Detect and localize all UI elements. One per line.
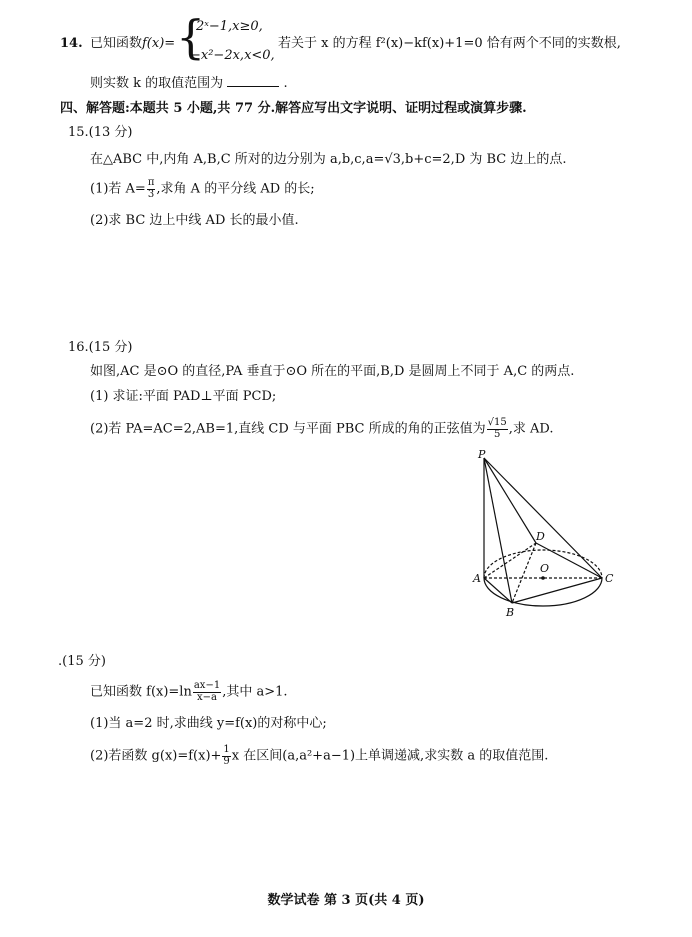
q17-stem-post: ,其中 a>1. — [222, 684, 288, 700]
q17-stem-den: x−a — [197, 691, 217, 703]
q14-number: 14. — [60, 36, 83, 51]
edge-AD — [484, 543, 536, 578]
q16-p2-fraction — [487, 418, 508, 440]
q17-p2-den: 9 — [223, 755, 230, 767]
q17-part2 — [90, 745, 548, 767]
label-A: A — [473, 572, 481, 585]
q17-stem-num: ax−1 — [193, 680, 221, 691]
q17-stem-pre: 已知函数 f(x)=ln — [90, 684, 192, 700]
q16-header: 16.(15 分) — [68, 340, 133, 355]
label-P: P — [478, 448, 486, 461]
label-O: O — [540, 562, 550, 575]
q16-p2-post: ,求 AD. — [508, 421, 554, 437]
q14-case1: 2ˣ−1,x≥0, — [196, 19, 263, 34]
q15-header: 15.(13 分) — [68, 125, 133, 140]
q15-p1-pre: (1)若 A= — [90, 181, 146, 197]
q14-case2: −x²−2x,x<0, — [190, 48, 275, 63]
q17-p2-fraction — [222, 745, 230, 767]
piecewise-brace: { — [176, 10, 206, 64]
q17-p2-pre: (2)若函数 g(x)=f(x)+ — [90, 748, 222, 764]
q17-header: .(15 分) — [58, 654, 106, 669]
q16-p2-pre: (2)若 PA=AC=2,AB=1,直线 CD 与平面 PBC 所成的角的正弦值为 — [90, 421, 486, 437]
q15-p1-post: ,求角 A 的平分线 AD 的长; — [156, 181, 315, 197]
q14-fx: f(x)= — [142, 36, 176, 51]
q14-condition: 若关于 x 的方程 f²(x)−kf(x)+1=0 恰有两个不同的实数根, — [278, 36, 621, 51]
label-B: B — [506, 606, 515, 619]
center-point-O — [541, 576, 545, 580]
q15-p1-den: 3 — [147, 188, 155, 200]
q17-stem — [90, 681, 288, 703]
q17-p2-num: 1 — [223, 744, 230, 755]
answer-blank — [227, 76, 279, 87]
q16-part1: (1) 求证:平面 PAD⊥平面 PCD; — [90, 389, 277, 404]
geometry-figure — [470, 448, 620, 620]
q14-ask — [90, 76, 288, 92]
edge-PC — [484, 458, 602, 578]
q15-p1-num: π — [147, 177, 155, 188]
q14-intro: 已知函数 — [90, 36, 143, 51]
q15-p1-fraction — [147, 178, 156, 200]
q14-ask-text: 则实数 k 的取值范围为 — [90, 76, 224, 91]
q17-part1: (1)当 a=2 时,求曲线 y=f(x)的对称中心; — [90, 716, 327, 731]
q15-part1 — [90, 178, 315, 200]
q16-stem: 如图,AC 是⊙O 的直径,PA 垂直于⊙O 所在的平面,B,D 是圆周上不同于 A,C 的两点. — [90, 364, 575, 379]
q15-stem: 在△ABC 中,内角 A,B,C 所对的边分别为 a,b,c,a=√3,b+c=2,D 为 BC 边上的点. — [90, 152, 567, 167]
page-footer: 数学试卷 第 3 页(共 4 页) — [267, 893, 425, 908]
q17-stem-fraction — [193, 681, 221, 703]
q17-p2-post: x 在区间(a,a²+a−1)上单调递减,求实数 a 的取值范围. — [231, 748, 549, 764]
circle-front-arc — [484, 578, 602, 606]
label-D: D — [536, 530, 545, 543]
section-heading: 四、解答题:本题共 5 小题,共 77 分.解答应写出文字说明、证明过程或演算步骤. — [60, 101, 527, 116]
q14-end: . — [283, 76, 288, 91]
q16-p2-den: 5 — [494, 428, 501, 440]
q15-part2: (2)求 BC 边上中线 AD 长的最小值. — [90, 213, 299, 228]
q16-p2-num: √15 — [487, 417, 507, 428]
q16-part2 — [90, 418, 554, 440]
edge-BC — [512, 578, 602, 603]
label-C: C — [605, 572, 614, 585]
